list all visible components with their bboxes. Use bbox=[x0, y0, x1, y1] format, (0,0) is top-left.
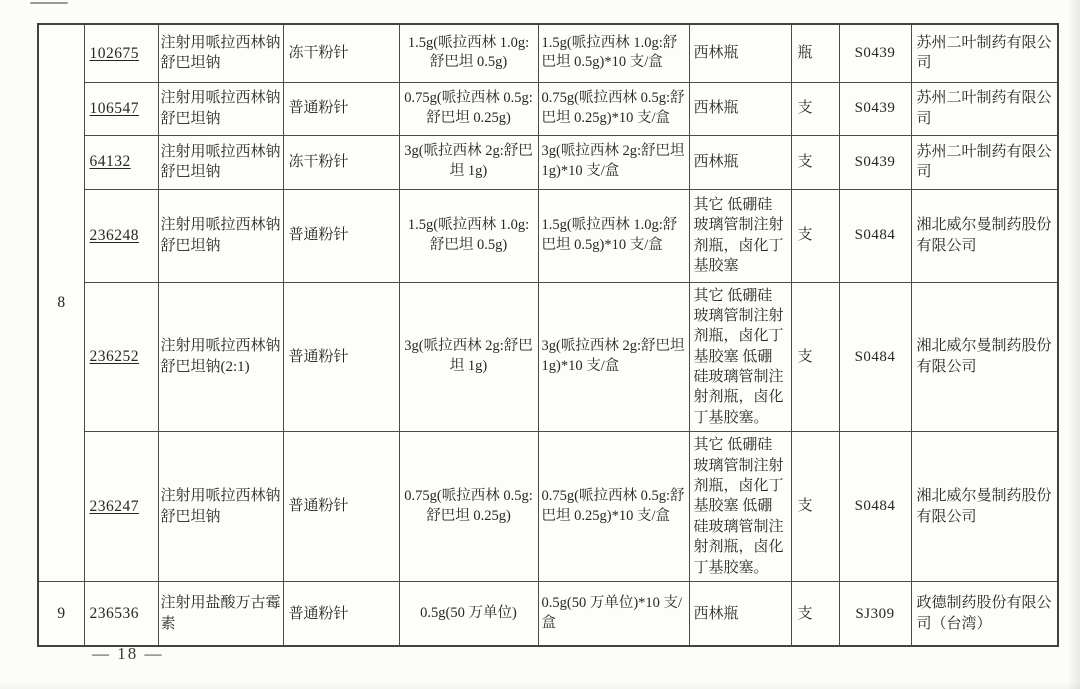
manufacturer-cell: 苏州二叶制药有限公司 bbox=[911, 24, 1058, 82]
spec-cell: 3g(哌拉西林 2g:舒巴坦 1g) bbox=[399, 282, 538, 432]
spec-cell: 1.5g(哌拉西林 1.0g: 舒巴坦 0.5g) bbox=[399, 189, 538, 282]
unit-cell: 瓶 bbox=[791, 24, 839, 82]
name-cell: 注射用哌拉西林钠舒巴坦钠 bbox=[158, 432, 283, 582]
unit-cell: 支 bbox=[791, 282, 839, 432]
pack-spec-cell: 0.75g(哌拉西林 0.5g:舒巴坦 0.25g)*10 支/盒 bbox=[538, 82, 689, 135]
form-cell: 普通粉针 bbox=[283, 581, 399, 646]
pack-spec-cell: 0.5g(50 万单位)*10 支/盒 bbox=[538, 581, 689, 646]
unit-cell: 支 bbox=[791, 82, 839, 135]
spec-cell: 0.75g(哌拉西林 0.5g: 舒巴坦 0.25g) bbox=[399, 82, 538, 135]
drug-id: 236248 bbox=[89, 226, 139, 244]
group-number-cell: 9 bbox=[38, 581, 84, 646]
drug-id: 236536 bbox=[89, 605, 139, 623]
page-number: — 18 — bbox=[92, 644, 164, 663]
id-cell bbox=[84, 432, 158, 582]
spec-cell: 3g(哌拉西林 2g:舒巴坦 1g) bbox=[399, 135, 538, 189]
manufacturer-cell: 湘北威尔曼制药股份有限公司 bbox=[911, 189, 1058, 282]
spec-cell: 0.75g(哌拉西林 0.5g: 舒巴坦 0.25g) bbox=[399, 432, 538, 582]
scan-edge-shadow-bottom bbox=[0, 681, 1080, 689]
pack-spec-cell: 3g(哌拉西林 2g:舒巴坦 1g)*10 支/盒 bbox=[538, 282, 689, 432]
pack-spec-cell: 1.5g(哌拉西林 1.0g:舒巴坦 0.5g)*10 支/盒 bbox=[538, 189, 689, 282]
scan-artifact-line bbox=[30, 2, 68, 4]
id-cell bbox=[84, 189, 158, 282]
container-cell: 西林瓶 bbox=[689, 581, 791, 646]
table-row bbox=[38, 432, 1058, 582]
table-row bbox=[38, 282, 1058, 432]
container-cell: 西林瓶 bbox=[689, 135, 791, 189]
unit-cell: 支 bbox=[791, 135, 839, 189]
container-cell: 其它 低硼硅玻璃管制注射剂瓶，卤化丁基胶塞 bbox=[689, 189, 791, 282]
unit-cell: 支 bbox=[791, 189, 839, 282]
id-cell bbox=[84, 24, 158, 82]
id-cell bbox=[84, 581, 158, 646]
manufacturer-cell: 政德制药股份有限公司（台湾） bbox=[911, 581, 1058, 646]
code-cell: SJ309 bbox=[839, 581, 911, 646]
drug-id: 64132 bbox=[89, 153, 131, 171]
id-cell bbox=[84, 282, 158, 432]
form-cell: 普通粉针 bbox=[283, 432, 399, 582]
unit-cell: 支 bbox=[791, 432, 839, 582]
unit-cell: 支 bbox=[791, 581, 839, 646]
form-cell: 冻干粉针 bbox=[283, 135, 399, 189]
form-cell: 普通粉针 bbox=[283, 189, 399, 282]
container-cell: 西林瓶 bbox=[689, 24, 791, 82]
code-cell: S0439 bbox=[839, 82, 911, 135]
table-row bbox=[38, 189, 1058, 282]
drug-id: 106547 bbox=[89, 99, 139, 117]
table-row bbox=[38, 82, 1058, 135]
manufacturer-cell: 苏州二叶制药有限公司 bbox=[911, 82, 1058, 135]
pack-spec-cell: 3g(哌拉西林 2g:舒巴坦 1g)*10 支/盒 bbox=[538, 135, 689, 189]
name-cell: 注射用哌拉西林钠舒巴坦钠 bbox=[158, 189, 283, 282]
name-cell: 注射用哌拉西林钠舒巴坦钠 bbox=[158, 82, 283, 135]
form-cell: 普通粉针 bbox=[283, 82, 399, 135]
form-cell: 普通粉针 bbox=[283, 282, 399, 432]
form-cell: 冻干粉针 bbox=[283, 24, 399, 82]
scan-edge-shadow bbox=[1068, 0, 1080, 689]
drug-id: 102675 bbox=[89, 44, 139, 62]
container-cell: 其它 低硼硅玻璃管制注射剂瓶，卤化丁基胶塞 低硼硅玻璃管制注射剂瓶，卤化丁基胶塞。 bbox=[689, 432, 791, 582]
table-row bbox=[38, 135, 1058, 189]
code-cell: S0484 bbox=[839, 189, 911, 282]
name-cell: 注射用哌拉西林钠舒巴坦钠 bbox=[158, 135, 283, 189]
id-cell bbox=[84, 135, 158, 189]
manufacturer-cell: 湘北威尔曼制药股份有限公司 bbox=[911, 282, 1058, 432]
container-cell: 西林瓶 bbox=[689, 82, 791, 135]
code-cell: S0484 bbox=[839, 432, 911, 582]
pack-spec-cell: 1.5g(哌拉西林 1.0g:舒巴坦 0.5g)*10 支/盒 bbox=[538, 24, 689, 82]
group-number-cell: 8 bbox=[38, 24, 84, 581]
name-cell: 注射用盐酸万古霉素 bbox=[158, 581, 283, 646]
drug-id: 236252 bbox=[89, 348, 139, 366]
table-row bbox=[38, 581, 1058, 646]
code-cell: S0439 bbox=[839, 135, 911, 189]
id-cell bbox=[84, 82, 158, 135]
spec-cell: 1.5g(哌拉西林 1.0g: 舒巴坦 0.5g) bbox=[399, 24, 538, 82]
code-cell: S0439 bbox=[839, 24, 911, 82]
spec-cell: 0.5g(50 万单位) bbox=[399, 581, 538, 646]
drug-id: 236247 bbox=[89, 498, 139, 516]
name-cell: 注射用哌拉西林钠舒巴坦钠(2:1) bbox=[158, 282, 283, 432]
container-cell: 其它 低硼硅玻璃管制注射剂瓶，卤化丁基胶塞 低硼硅玻璃管制注射剂瓶，卤化丁基胶塞。 bbox=[689, 282, 791, 432]
pack-spec-cell: 0.75g(哌拉西林 0.5g:舒巴坦 0.25g)*10 支/盒 bbox=[538, 432, 689, 582]
manufacturer-cell: 苏州二叶制药有限公司 bbox=[911, 135, 1058, 189]
manufacturer-cell: 湘北威尔曼制药股份有限公司 bbox=[911, 432, 1058, 582]
table-row bbox=[38, 24, 1058, 82]
drug-table bbox=[37, 23, 1059, 647]
code-cell: S0484 bbox=[839, 282, 911, 432]
name-cell: 注射用哌拉西林钠舒巴坦钠 bbox=[158, 24, 283, 82]
